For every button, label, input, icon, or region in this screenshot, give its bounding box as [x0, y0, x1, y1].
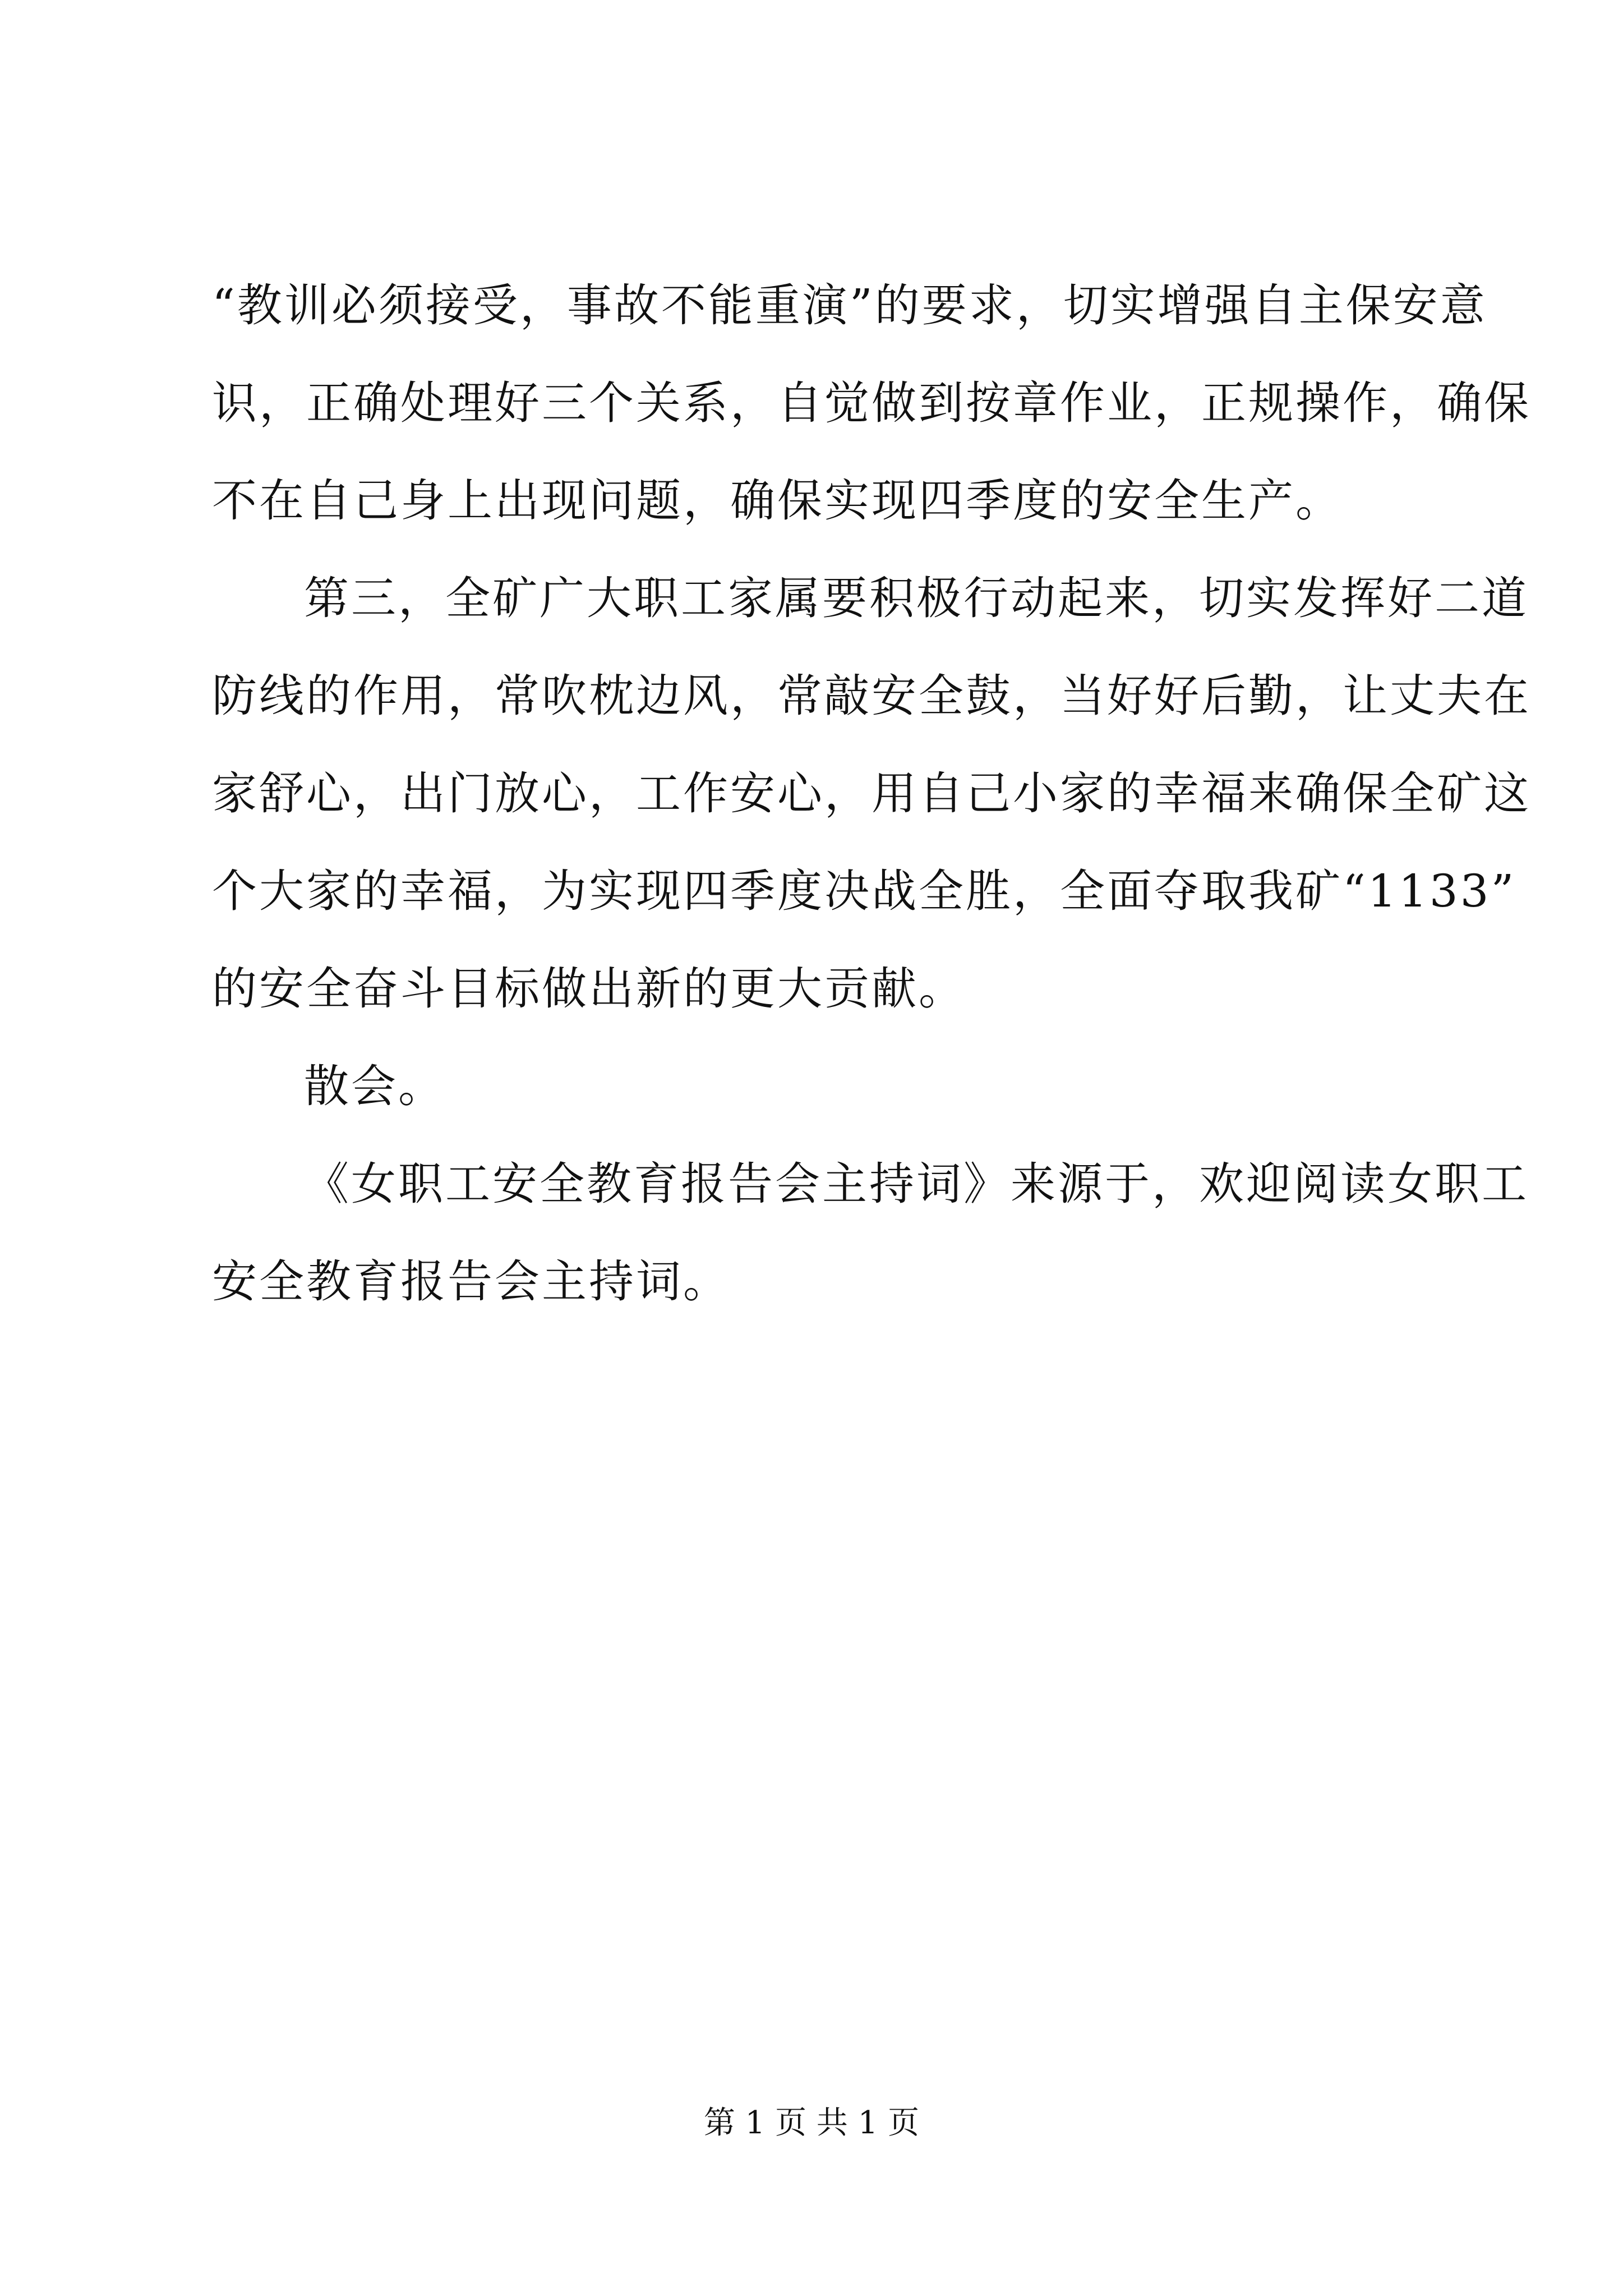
- text-line: 安全教育报告会主持词。: [212, 1255, 730, 1308]
- text-line: 不在自己身上出现问题，确保实现四季度的安全生产。: [212, 475, 1343, 527]
- text-line: “教训必须接受，事故不能重演”的要求，切实增强自主保安意: [212, 279, 1487, 332]
- text-line: 个大家的幸福，为实现四季度决战全胜，全面夺取我矿“1133”: [212, 865, 1516, 917]
- paragraph-source-note: [212, 1135, 1529, 1331]
- document-body: [212, 257, 1531, 1331]
- paragraph-third-point: [212, 550, 1531, 1038]
- text-line: 防线的作用，常吹枕边风，常敲安全鼓，当好好后勤，让丈夫在: [212, 670, 1531, 722]
- paragraph-adjourn: [212, 1038, 1423, 1135]
- text-line: 识，正确处理好三个关系，自觉做到按章作业，正规操作，确保: [212, 377, 1531, 429]
- text-line: 的安全奋斗目标做出新的更大贡献。: [212, 963, 966, 1015]
- paragraph-continuation: [212, 257, 1531, 550]
- text-line: 家舒心，出门放心，工作安心，用自己小家的幸福来确保全矿这: [212, 767, 1531, 820]
- text-line: 第三，全矿广大职工家属要积极行动起来，切实发挥好二道: [304, 572, 1529, 624]
- text-line: 散会。: [304, 1060, 445, 1112]
- text-line: 《女职工安全教育报告会主持词》来源于，欢迎阅读女职工: [304, 1158, 1529, 1210]
- page-number-footer: 第 1 页 共 1 页: [703, 2105, 920, 2141]
